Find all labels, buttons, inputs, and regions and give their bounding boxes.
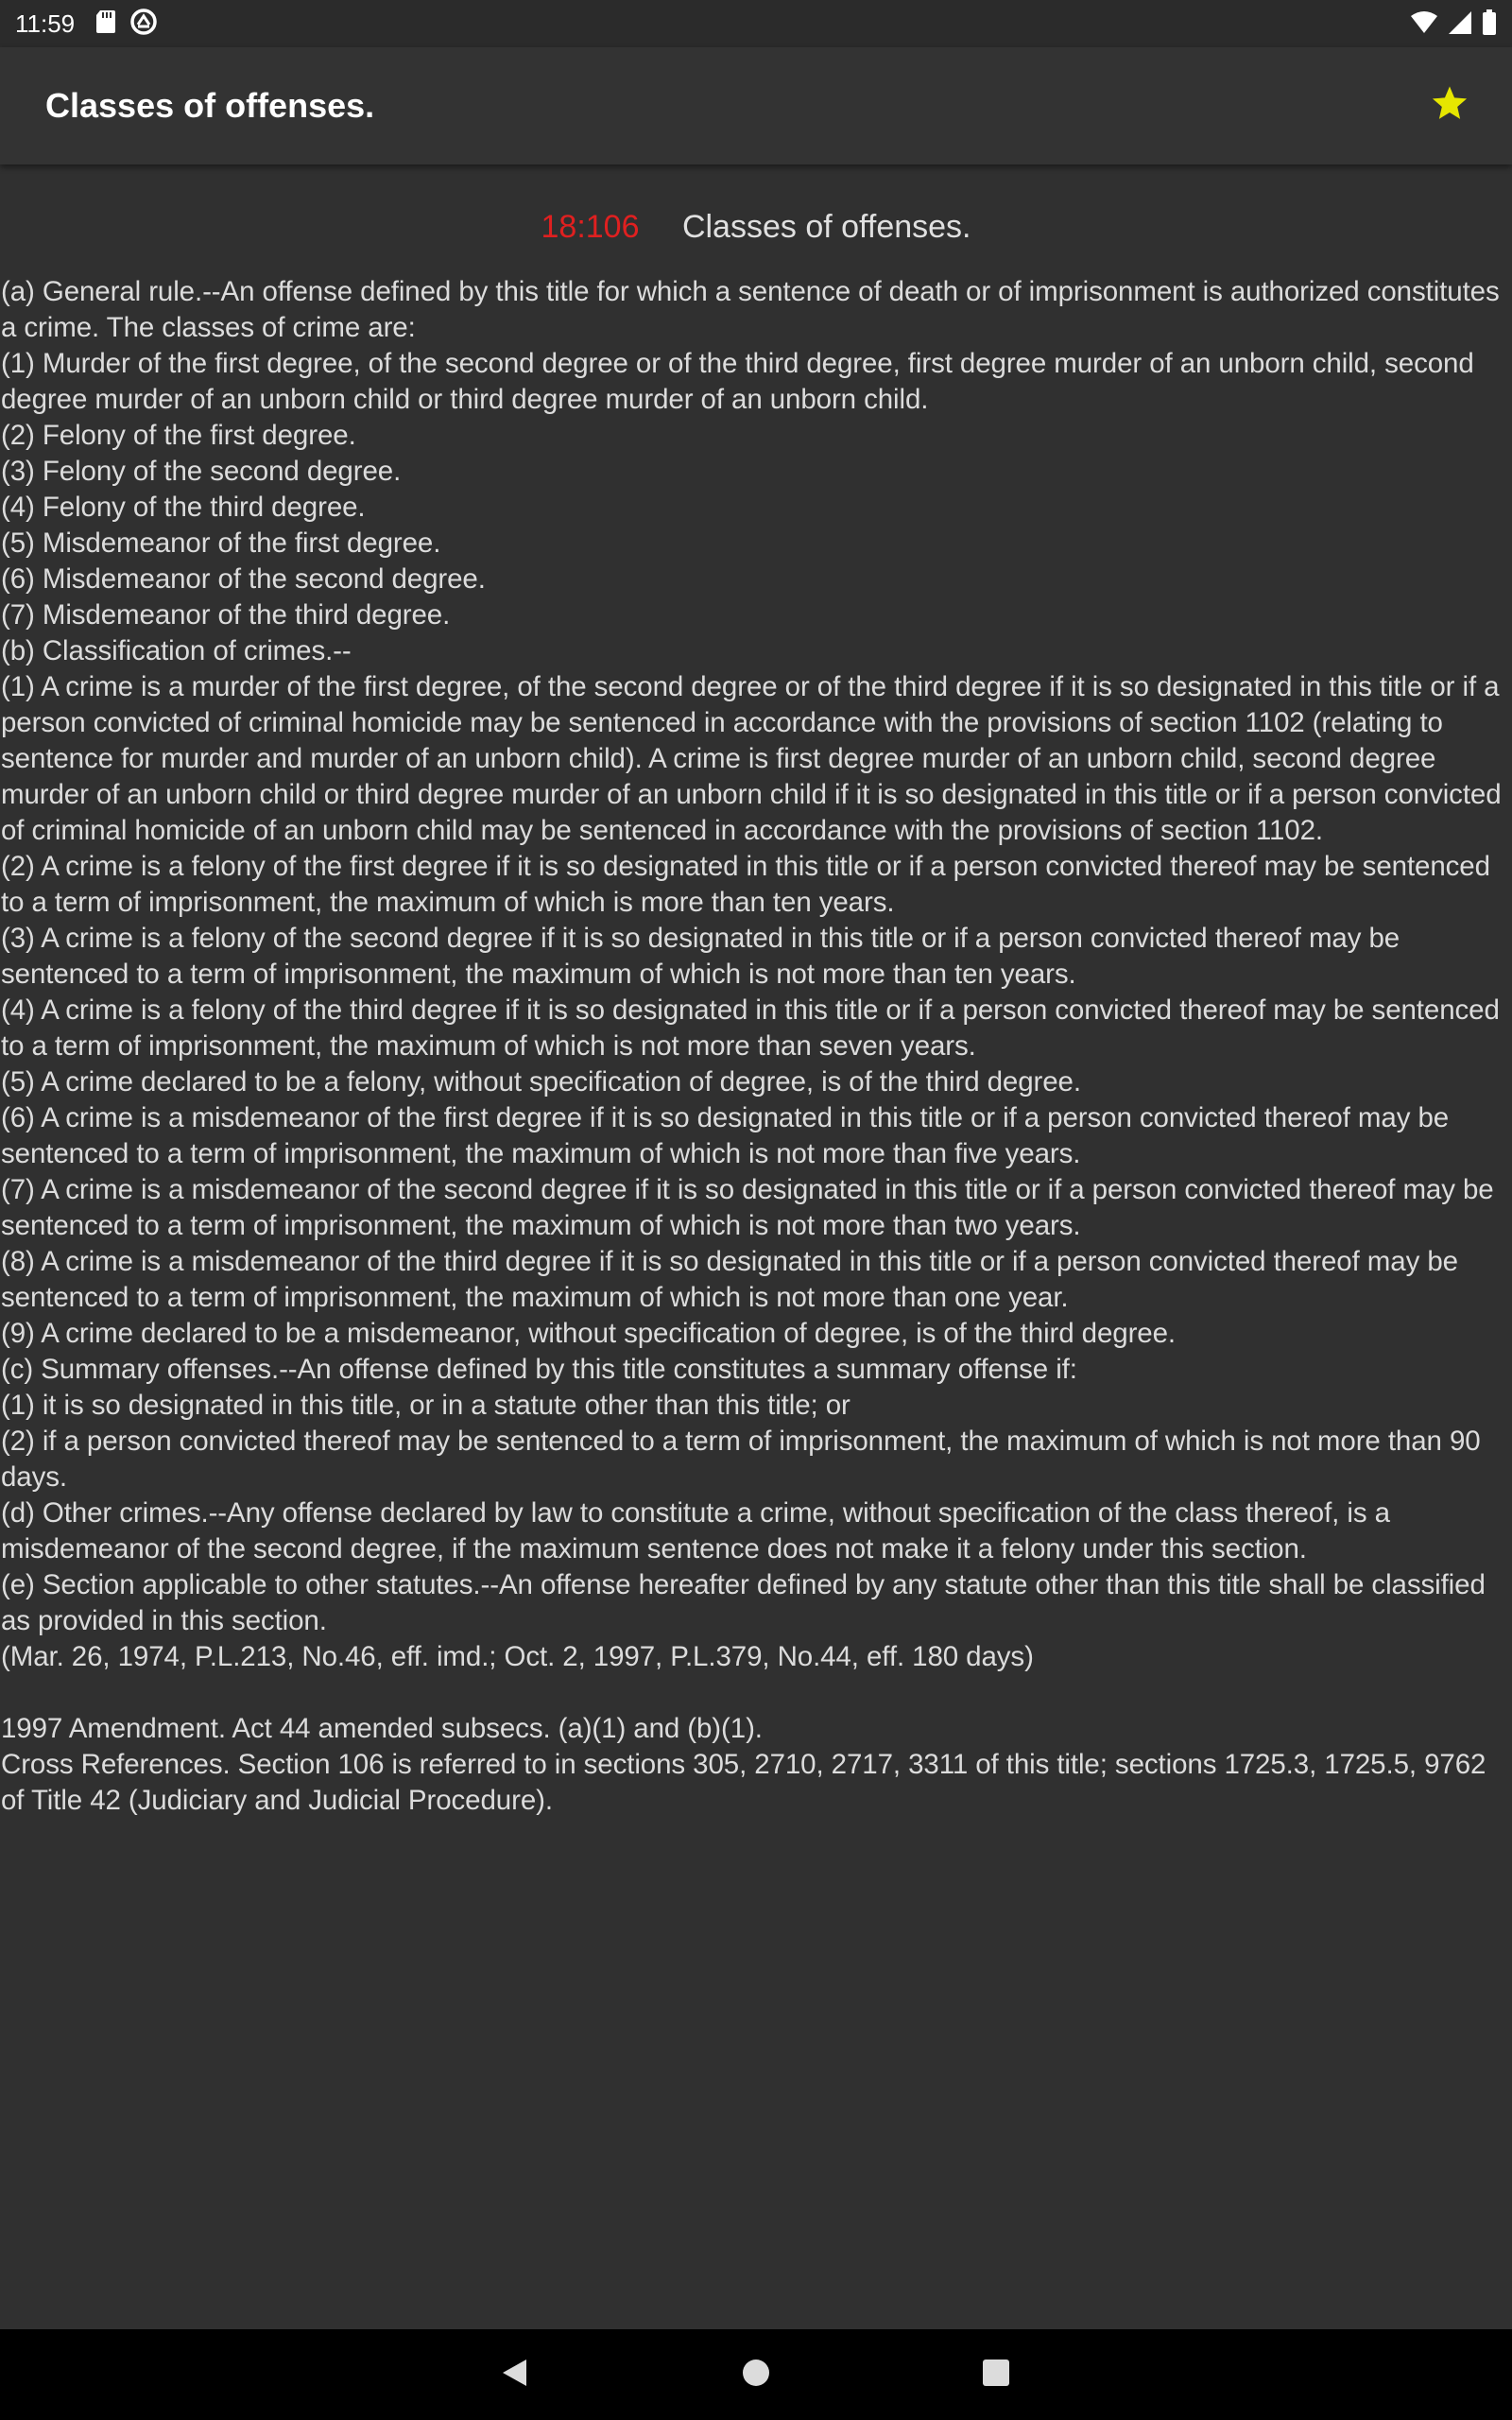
statute-paragraph: (3) A crime is a felony of the second degree if it is so designated in this title or if a person convicted thereof may be sentenced to a term of imprisonment, the maximum of which is not more than ten years.	[1, 923, 1400, 990]
battery-icon	[1482, 9, 1497, 41]
recents-button[interactable]	[973, 2352, 1019, 2397]
page-title: Classes of offenses.	[45, 86, 375, 125]
statute-content	[0, 164, 1512, 2329]
statute-paragraph: (4) Felony of the third degree.	[1, 492, 366, 523]
favorite-button[interactable]	[1425, 81, 1474, 130]
statute-paragraph: (1) A crime is a murder of the first degree, of the second degree or of the third degree if it is so designated in this title or if a person convicted of criminal homicide may be sentenced in accordance with the provisions of section 1102 (relating to sentence for murder and murder of an unborn child). A crime is first degree murder of an unborn child, second degree murder of an unborn child or third degree murder of an unborn child if it is so designated in this title or if a person convicted of criminal homicide of an unborn child may be sentenced in accordance with the provisions of section 1102.	[1, 671, 1502, 846]
recents-square-icon	[982, 2359, 1010, 2392]
statute-paragraph: Cross References. Section 106 is referred to in sections 305, 2710, 2717, 3311 of this title; sections 1725.3, 1725.5, 9762 of Title 42 (Judiciary and Judicial Procedure).	[1, 1749, 1486, 1816]
signal-icon	[1448, 10, 1472, 40]
statute-paragraph: (6) A crime is a misdemeanor of the first degree if it is so designated in this title or if a person convicted thereof may be sentenced to a term of imprisonment, the maximum of which is not more than five years.	[1, 1102, 1450, 1169]
app-bar	[0, 47, 1512, 164]
sync-icon	[129, 8, 158, 41]
statute-paragraph: (6) Misdemeanor of the second degree.	[1, 563, 486, 595]
statute-paragraph: 1997 Amendment. Act 44 amended subsecs. (a)(1) and (b)(1).	[1, 1713, 763, 1744]
statute-paragraph: (7) A crime is a misdemeanor of the second degree if it is so designated in this title or if a person convicted thereof may be sentenced to a term of imprisonment, the maximum of which is not more than two years.	[1, 1174, 1494, 1241]
statute-paragraph: (5) Misdemeanor of the first degree.	[1, 527, 441, 559]
home-button[interactable]	[733, 2352, 779, 2397]
statute-paragraph: (8) A crime is a misdemeanor of the third degree if it is so designated in this title or if a person convicted thereof may be sentenced to a term of imprisonment, the maximum of which is not more than one year.	[1, 1246, 1458, 1313]
statute-paragraph: (d) Other crimes.--Any offense declared by law to constitute a crime, without specification of the class thereof, is a misdemeanor of the second degree, if the maximum sentence does not make it a felony under this section.	[1, 1497, 1390, 1564]
statute-paragraph: (2) if a person convicted thereof may be sentenced to a term of imprisonment, the maximum of which is not more than 90 days.	[1, 1426, 1481, 1493]
section-header	[0, 208, 1512, 246]
statute-paragraph: (a) General rule.--An offense defined by this title for which a sentence of death or of imprisonment is authorized constitutes a crime. The classes of crime are:	[1, 276, 1500, 343]
section-title: Classes of offenses.	[681, 209, 971, 245]
statute-paragraph: (Mar. 26, 1974, P.L.213, No.46, eff. imd.; Oct. 2, 1997, P.L.379, No.44, eff. 180 days)	[1, 1641, 1034, 1672]
status-right-icons	[1410, 9, 1497, 41]
back-button[interactable]	[491, 2352, 537, 2397]
blank-line	[1, 1675, 1512, 1711]
statute-paragraph: (4) A crime is a felony of the third degree if it is so designated in this title or if a person convicted thereof may be sentenced to a term of imprisonment, the maximum of which is not more than seven years.	[1, 994, 1500, 1062]
navigation-bar	[0, 2329, 1512, 2420]
statute-paragraph: (b) Classification of crimes.--	[1, 635, 352, 666]
home-circle-icon	[742, 2359, 770, 2392]
statute-paragraph: (9) A crime declared to be a misdemeanor, without specification of degree, is of the third degree.	[1, 1318, 1177, 1349]
statute-paragraph: (2) Felony of the first degree.	[1, 420, 356, 451]
statute-body	[0, 274, 1512, 1819]
statute-paragraph: (c) Summary offenses.--An offense defined by this title constitutes a summary offense if:	[1, 1354, 1077, 1385]
section-number: 18:106	[541, 209, 640, 245]
statute-paragraph: (e) Section applicable to other statutes.--An offense hereafter defined by any statute other than this title shall be classified as provided in this section.	[1, 1569, 1486, 1636]
statute-paragraph: (2) A crime is a felony of the first degree if it is so designated in this title or if a person convicted thereof may be sentenced to a term of imprisonment, the maximum of which is more than ten years.	[1, 851, 1490, 918]
sd-card-icon	[95, 9, 116, 39]
wifi-icon	[1410, 10, 1438, 40]
status-bar	[0, 0, 1512, 47]
statute-paragraph: (7) Misdemeanor of the third degree.	[1, 599, 451, 631]
statute-paragraph: (3) Felony of the second degree.	[1, 456, 402, 487]
status-time: 11:59	[15, 9, 76, 38]
statute-paragraph: (1) it is so designated in this title, or in a statute other than this title; or	[1, 1390, 850, 1421]
statute-paragraph: (1) Murder of the first degree, of the second degree or of the third degree, first degree murder of an unborn child, second degree murder of an unborn child or third degree murder of an unborn child.	[1, 348, 1474, 415]
back-triangle-icon	[500, 2358, 528, 2393]
star-icon	[1430, 85, 1469, 128]
statute-paragraph: (5) A crime declared to be a felony, without specification of degree, is of the third degree.	[1, 1066, 1081, 1098]
